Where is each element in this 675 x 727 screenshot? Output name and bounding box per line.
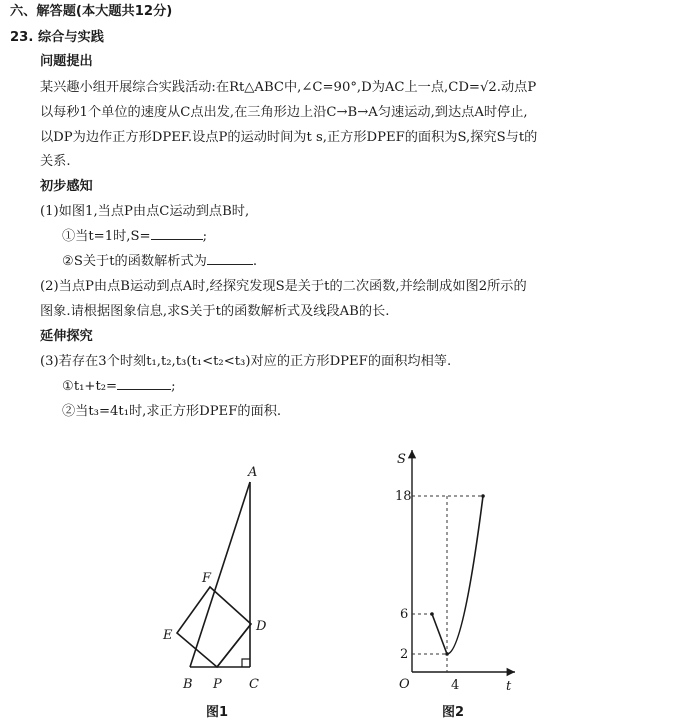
- x-axis-label: t: [506, 679, 512, 694]
- origin-label: O: [399, 677, 410, 692]
- label-a: A: [248, 465, 258, 480]
- square-dpef: [177, 587, 251, 667]
- subheading-problem: 问题提出: [40, 54, 93, 69]
- question-3: (3)若存在3个时刻t₁,t₂,t₃(t₁<t₂<t₃)对应的正方形DPEF的面积均相等.: [40, 354, 452, 369]
- subheading-extension: 延伸探究: [40, 329, 93, 344]
- question-1b-end: .: [252, 254, 258, 269]
- label-b: B: [183, 677, 193, 692]
- label-e: E: [163, 628, 173, 643]
- answer-blank-3a[interactable]: [117, 377, 171, 390]
- point-start: [430, 612, 434, 616]
- y-tick-18: 18: [395, 489, 412, 504]
- question-1a-text: ①当t=1时,S=: [62, 229, 151, 244]
- problem-title: 23. 综合与实践: [10, 30, 104, 45]
- intro-line-4: 关系.: [40, 154, 71, 169]
- question-3a: [62, 377, 176, 397]
- y-tick-6: 6: [400, 607, 409, 622]
- right-angle-mark: [242, 659, 250, 667]
- point-min: [445, 652, 449, 656]
- figure-2-caption: 图2: [442, 705, 465, 720]
- point-end: [481, 494, 485, 498]
- question-1a-end: ;: [202, 229, 208, 244]
- question-1a: [62, 227, 207, 247]
- answer-blank-1a[interactable]: [151, 227, 203, 240]
- question-3a-text: ①t₁+t₂=: [62, 379, 118, 394]
- curve-segment-1: [432, 614, 447, 654]
- subheading-perception: 初步感知: [40, 179, 93, 194]
- curve-segment-2: [447, 496, 483, 654]
- answer-blank-1b[interactable]: [207, 252, 253, 265]
- intro-line-1: 某兴趣小组开展综合实践活动:在Rt△ABC中,∠C=90°,D为AC上一点,CD=√2.动点P: [40, 80, 537, 95]
- side-ab: [190, 482, 250, 667]
- segment-dp: [217, 624, 251, 667]
- question-1b-text: ②S关于t的函数解析式为: [62, 254, 207, 269]
- label-p: P: [213, 677, 222, 692]
- label-c: C: [249, 677, 259, 692]
- figure-2: [380, 444, 530, 699]
- figure-1-caption: 图1: [206, 705, 229, 720]
- figure-1: [140, 440, 320, 710]
- question-3a-end: ;: [171, 379, 176, 394]
- question-2-line-1: (2)当点P由点B运动到点A时,经探究发现S是关于t的二次函数,并绘制成如图2所示的: [40, 279, 527, 294]
- section-header: 六、解答题(本大题共12分): [10, 4, 173, 19]
- intro-line-3: 以DP为边作正方形DPEF.设点P的运动时间为t s,正方形DPEF的面积为S,探究S与t的: [40, 130, 538, 145]
- question-1b: [62, 252, 257, 272]
- label-f: F: [202, 571, 212, 586]
- y-axis-label: S: [397, 452, 406, 467]
- y-tick-2: 2: [400, 647, 409, 662]
- intro-line-2: 以每秒1个单位的速度从C点出发,在三角形边上沿C→B→A匀速运动,到达点A时停止,: [40, 105, 528, 120]
- x-tick-4: 4: [451, 678, 460, 693]
- question-1: (1)如图1,当点P由点C运动到点B时,: [40, 204, 250, 219]
- question-2-line-2: 图象.请根据图象信息,求S关于t的函数解析式及线段AB的长.: [40, 304, 390, 319]
- question-3b: ②当t₃=4t₁时,求正方形DPEF的面积.: [62, 404, 282, 419]
- label-d: D: [256, 619, 267, 634]
